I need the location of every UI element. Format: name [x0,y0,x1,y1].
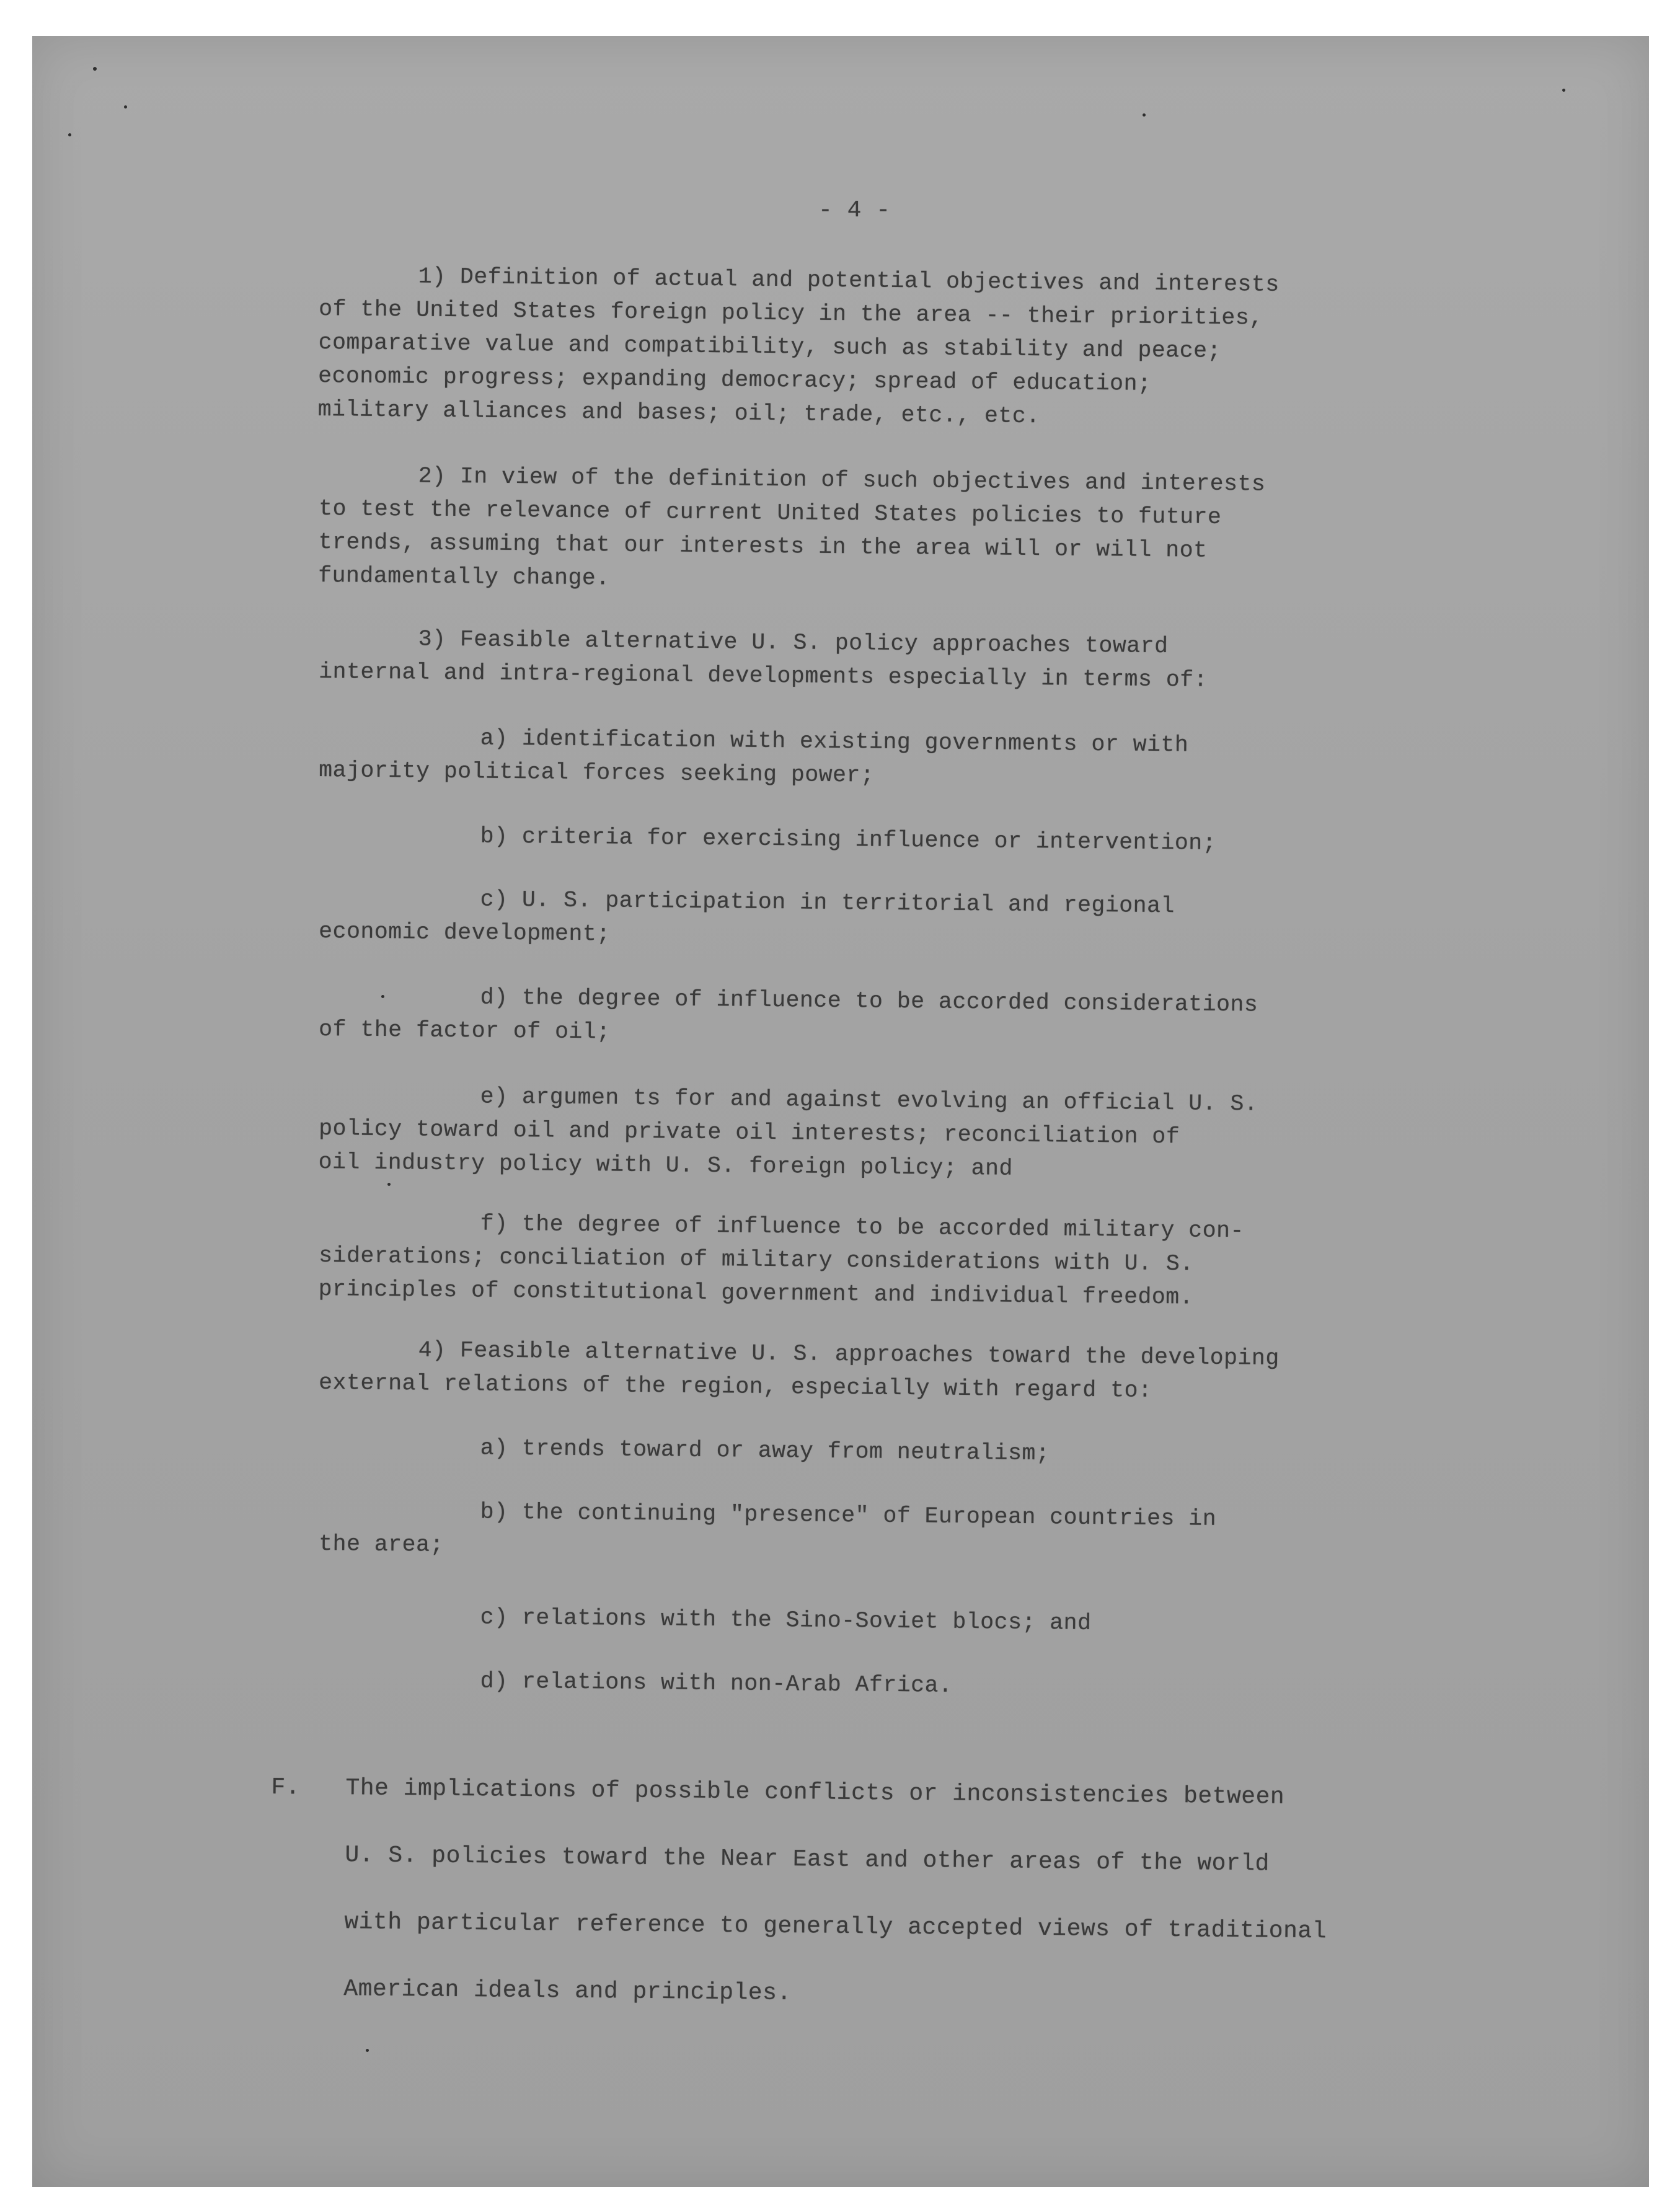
paragraph-line: trends, assuming that our interests in the area will or will not [318,529,1208,564]
subitem-3f [318,1206,1459,1317]
paragraph-line: 1) Definition of actual and potential objectives and interests [418,263,1280,298]
scan-speck [124,105,127,108]
paragraph-line: 3) Feasible alternative U. S. policy approaches toward [418,626,1169,660]
scan-speck [381,995,384,998]
subitem-3d [319,979,1460,1058]
paragraph-line: 4) Feasible alternative U. S. approaches toward the developing [418,1337,1280,1371]
section-f-line: U. S. policies toward the Near East and other areas of the world [345,1842,1270,1878]
paragraph-line: of the United States foreign policy in the area -- their priorities, [319,296,1263,331]
scan-speck [366,2049,369,2052]
paragraph-line: oil industry policy with U. S. foreign policy; and [318,1149,1014,1182]
section-f-line: with particular reference to generally accepted views of traditional [344,1909,1327,1945]
section-f-line: American ideals and principles. [343,1976,792,2007]
paragraph-line: c) U. S. participation in territorial and regional [480,886,1175,919]
paragraph-line: b) criteria for exercising influence or intervention; [480,823,1217,856]
paragraph-line: internal and intra-regional developments especially in terms of: [319,658,1208,693]
subitem-3c [319,882,1460,960]
paragraph-line: a) identification with existing governments or with [480,725,1189,758]
paragraph-line: comparative value and compatibility, such as stability and peace; [318,329,1222,364]
paragraph-line: a) trends toward or away from neutralism; [480,1435,1050,1467]
section-f [269,1754,1487,2034]
paragraph-line: c) relations with the Sino-Soviet blocs; and [480,1604,1092,1636]
paragraph-line: d) relations with non-Arab Africa. [480,1668,953,1699]
subitem-3a [319,720,1460,798]
scan-speck [68,133,71,136]
paragraph-line: external relations of the region, especially with regard to: [319,1369,1152,1403]
scan-speck [1143,113,1146,117]
paragraph-line: f) the degree of influence to be accorded military con- [480,1211,1245,1244]
paragraph-line: 2) In view of the definition of such objectives and interests [418,463,1266,497]
paragraph-line: economic progress; expanding democracy; spread of education; [317,363,1152,397]
section-f-line: The implications of possible conflicts or inconsistencies between [345,1775,1285,1811]
paragraph-line: fundamentally change. [317,562,610,591]
paragraph-line: of the factor of oil; [319,1016,611,1045]
paragraph-line: siderations; conciliation of military considerations with U. S. [319,1242,1194,1277]
paragraph-line: majority political forces seeking power; [319,757,875,789]
paragraph-line: e) argumen ts for and against evolving an official U. S. [480,1084,1258,1117]
paragraph-item-2 [318,459,1460,604]
paragraph-line: military alliances and bases; oil; trade, etc., etc. [317,396,1040,430]
paragraph-item-1 [317,259,1460,438]
page-number: - 4 - [818,197,891,224]
section-f-body [269,1754,1487,2034]
paragraph-line: b) the continuing "presence" of European countries in [480,1499,1217,1532]
scan-speck [387,1183,391,1186]
paragraph-line: d) the degree of influence to be accorded considerations [480,984,1258,1018]
paragraph-line: to test the relevance of current United States policies to future [319,495,1222,530]
paragraph-item-3 [319,622,1460,700]
section-letter: F. [271,1774,301,1801]
paragraph-item-4 [319,1333,1460,1411]
scan-speck [1562,89,1565,92]
subitem-3e [318,1079,1459,1190]
subitem-4b [319,1494,1460,1572]
paragraph-line: the area; [319,1531,444,1558]
paragraph-line: economic development; [319,918,611,947]
paragraph-line: principles of constitutional government and individual freedom. [318,1276,1194,1311]
scan-speck [93,67,97,71]
paragraph-line: policy toward oil and private oil interests; reconciliation of [319,1115,1180,1150]
